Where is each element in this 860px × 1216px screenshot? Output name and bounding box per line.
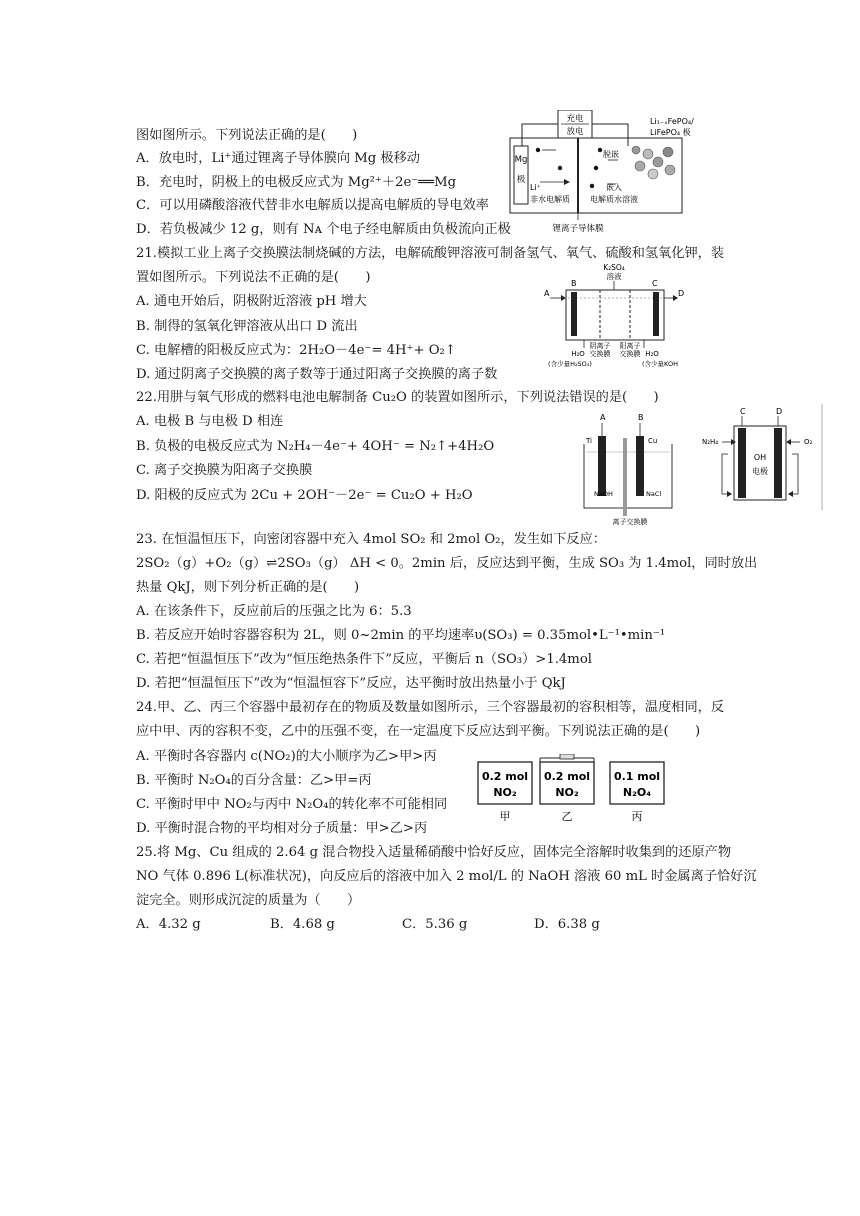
q23-stem-1: 23. 在恒温恒压下，向密闭容器中充入 4mol SO₂ 和 2mol O₂，发生如下反应： — [136, 532, 606, 547]
q21-fig-h2o-right-2: (含少量KOH — [642, 360, 678, 368]
q20-fig-mg-ji: 极 — [516, 175, 526, 185]
q21-option-d: D. 通过阴离子交换膜的离子数等于通过阳离子交换膜的离子数 — [136, 367, 498, 382]
q22-stem: 22.用肼与氧气形成的燃料电池电解制备 Cu₂O 的装置如图所示，下列说法错误的是( ) — [136, 390, 659, 405]
q25-stem-3: 淀完全。则形成沉淀的质量为（ ） — [136, 893, 361, 908]
q24-jia-amount: 0.2 mol — [481, 770, 529, 783]
q23-option-a: A. 在该条件下，反应前后的压强之比为 6：5.3 — [136, 604, 412, 619]
q22-electrolysis-cell — [580, 408, 680, 530]
q24-bing-label: 丙 — [631, 810, 643, 823]
q25-stem-1: 25.将 Mg、Cu 组成的 2.64 g 混合物投入适量稀硝酸中恰好反应，固体完全溶解时收集到的还原产物 — [136, 845, 732, 860]
q20-fig-cathode-2: LiFePO₄ 极 — [650, 128, 691, 137]
q20-fig-right-electrolyte: 电解质水溶液 — [590, 195, 638, 204]
q25-option-d: D．6.38 g — [534, 917, 600, 932]
q22-fig-b: B — [638, 413, 644, 422]
q20-stem: 图如图所示。下列说法正确的是( ) — [136, 128, 358, 143]
q21-fig-h2o-right-1: H₂O — [645, 350, 659, 358]
q21-fig-h2o-left-2: (含少量H₂SO₄) — [548, 360, 592, 368]
q22-fig-membrane: 离子交换膜 — [612, 518, 648, 526]
q24-option-a: A. 平衡时各容器内 c(NO₂)的大小顺序为乙>甲>丙 — [136, 749, 437, 764]
q21-stem-1: 21.模拟工业上离子交换膜法制烧碱的方法，电解硫酸钾溶液可制备氢气、氧气、硫酸和氢氧化钾，装 — [136, 246, 725, 261]
q25-stem-2: NO 气体 0.896 L(标准状况)，向反应后的溶液中加入 2 mol/L 的 NaOH 溶液 60 mL 时金属离子恰好沉 — [136, 869, 757, 884]
q21-fig-b: B — [571, 279, 577, 288]
q22-fig-n2h4: N₂H₄ — [702, 438, 719, 446]
q22-fig-electrode: 电极 — [752, 467, 768, 476]
q24-containers-figure — [474, 754, 674, 826]
q22-fig-o2: O₂ — [804, 438, 813, 446]
q21-electrolysis-figure — [538, 262, 688, 370]
q21-fig-yin-1: 阴离子 — [589, 342, 611, 350]
q20-fig-tuoqian: 脱嵌 — [603, 150, 619, 159]
q24-yi-amount: 0.2 mol — [543, 770, 591, 783]
q23-option-d: D. 若把“恒温恒压下”改为“恒温恒容下”反应，达平衡时放出热量小于 QkJ — [136, 676, 566, 691]
q21-fig-d: D — [678, 289, 685, 298]
q21-fig-c: C — [652, 279, 658, 288]
q24-bing-species: N₂O₄ — [622, 786, 652, 799]
q22-fig-a: A — [600, 413, 606, 422]
q22-fig-cu: Cu — [648, 437, 658, 445]
q24-yi-label: 乙 — [561, 810, 573, 823]
q21-fig-yin-2: 交换膜 — [589, 350, 611, 358]
q22-option-a: A. 电极 B 与电极 D 相连 — [136, 414, 284, 429]
q20-option-a: A．放电时，Li⁺通过锂离子导体膜向 Mg 极移动 — [136, 151, 420, 166]
q21-fig-h2o-left-1: H₂O — [571, 350, 585, 358]
q23-option-c: C. 若把“恒温恒压下”改为“恒压绝热条件下”反应，平衡后 n（SO₃）>1.4mol — [136, 652, 592, 667]
q21-fig-yang-2: 交换膜 — [619, 350, 641, 358]
q21-option-a: A. 通电开始后，阴极附近溶液 pH 增大 — [136, 294, 367, 309]
q21-stem-2: 置如图所示。下列说法不正确的是( ) — [136, 270, 371, 285]
q22-fig-c: C — [740, 407, 746, 416]
q22-fig-d: D — [776, 407, 783, 416]
q24-option-d: D. 平衡时混合物的平均相对分子质量：甲>乙>丙 — [136, 821, 428, 836]
q21-option-c: C. 电解槽的阳极反应式为：2H₂O－4e⁻= 4H⁺+ O₂↑ — [136, 343, 456, 358]
q20-lattice-icon — [632, 146, 675, 179]
q22-fig-naoh: NaOH — [594, 490, 613, 498]
q23-stem-3: 热量 QkJ，则下列分析正确的是( ) — [136, 580, 360, 595]
q22-fig-oh: OH — [753, 453, 767, 462]
q21-option-b: B. 制得的氢氧化钾溶液从出口 D 流出 — [136, 319, 358, 334]
q25-option-c: C．5.36 g — [402, 917, 468, 932]
q24-jia-species: NO₂ — [493, 786, 517, 799]
q22-fig-ti: Ti — [586, 437, 593, 445]
q20-fig-qianru: 嵌入 — [606, 183, 622, 192]
q20-fig-discharge: 放电 — [566, 127, 584, 137]
q24-jia-label: 甲 — [499, 810, 511, 823]
q23-option-b: B. 若反应开始时容器容积为 2L，则 0~2min 的平均速率υ(SO₃) = 0.35mol•L⁻¹•min⁻¹ — [136, 628, 666, 643]
q22-option-b: B. 负极的电极反应式为 N₂H₄－4e⁻+ 4OH⁻ = N₂↑+4H₂O — [136, 439, 495, 454]
q22-fig-nacl: NaCl — [646, 490, 662, 498]
q24-option-c: C. 平衡时甲中 NO₂与丙中 N₂O₄的转化率不可能相同 — [136, 797, 448, 812]
q24-stem-2: 应中甲、丙的容积不变，乙中的压强不变，在一定温度下反应达到平衡。下列说法正确的是( ) — [136, 724, 701, 739]
q24-option-b: B. 平衡时 N₂O₄的百分含量：乙>甲=丙 — [136, 773, 372, 788]
q20-fig-membrane: 锂离子导体膜 — [552, 224, 604, 234]
q22-fuel-cell — [700, 402, 824, 512]
q20-battery-figure — [508, 110, 698, 235]
q24-stem-1: 24.甲、乙、丙三个容器中最初存在的物质及数量如图所示，三个容器最初的容积相等，温度相同，反 — [136, 700, 725, 715]
q21-fig-yang-1: 阳离子 — [619, 342, 641, 350]
q22-option-d: D. 阳极的反应式为 2Cu + 2OH⁻－2e⁻ = Cu₂O + H₂O — [136, 488, 473, 503]
q20-option-b: B．充电时，阴极上的电极反应式为 Mg²⁺＋2e⁻══Mg — [136, 175, 457, 190]
q23-stem-2: 2SO₂（g）+O₂（g）⇌2SO₃（g） ΔH < 0。2min 后，反应达到平衡，生成 SO₃ 为 1.4mol，同时放出 — [136, 556, 758, 571]
q20-fig-cathode-1: Li₁₋ₓFePO₄/ — [650, 117, 694, 126]
q25-option-b: B．4.68 g — [270, 917, 335, 932]
q21-fig-a: A — [544, 289, 550, 298]
q20-fig-left-electrolyte: 非水电解质 — [530, 195, 570, 204]
q22-option-c: C. 离子交换膜为阳离子交换膜 — [136, 463, 313, 478]
q20-option-c: C．可以用磷酸溶液代替非水电解质以提高电解质的导电效率 — [136, 198, 489, 213]
q25-option-a: A．4.32 g — [136, 917, 201, 932]
q21-fig-k2so4-2: 溶液 — [606, 272, 622, 281]
q20-option-d: D．若负极减少 12 g，则有 Nᴀ 个电子经电解质由负极流向正极 — [136, 222, 511, 237]
q24-bing-amount: 0.1 mol — [613, 770, 661, 783]
q20-fig-li-plus: Li⁺ — [530, 183, 541, 192]
q21-fig-k2so4-1: K₂SO₄ — [603, 263, 625, 272]
q24-yi-species: NO₂ — [555, 786, 579, 799]
q20-fig-charge: 充电 — [566, 114, 584, 124]
q20-fig-mg: Mg — [514, 155, 528, 165]
